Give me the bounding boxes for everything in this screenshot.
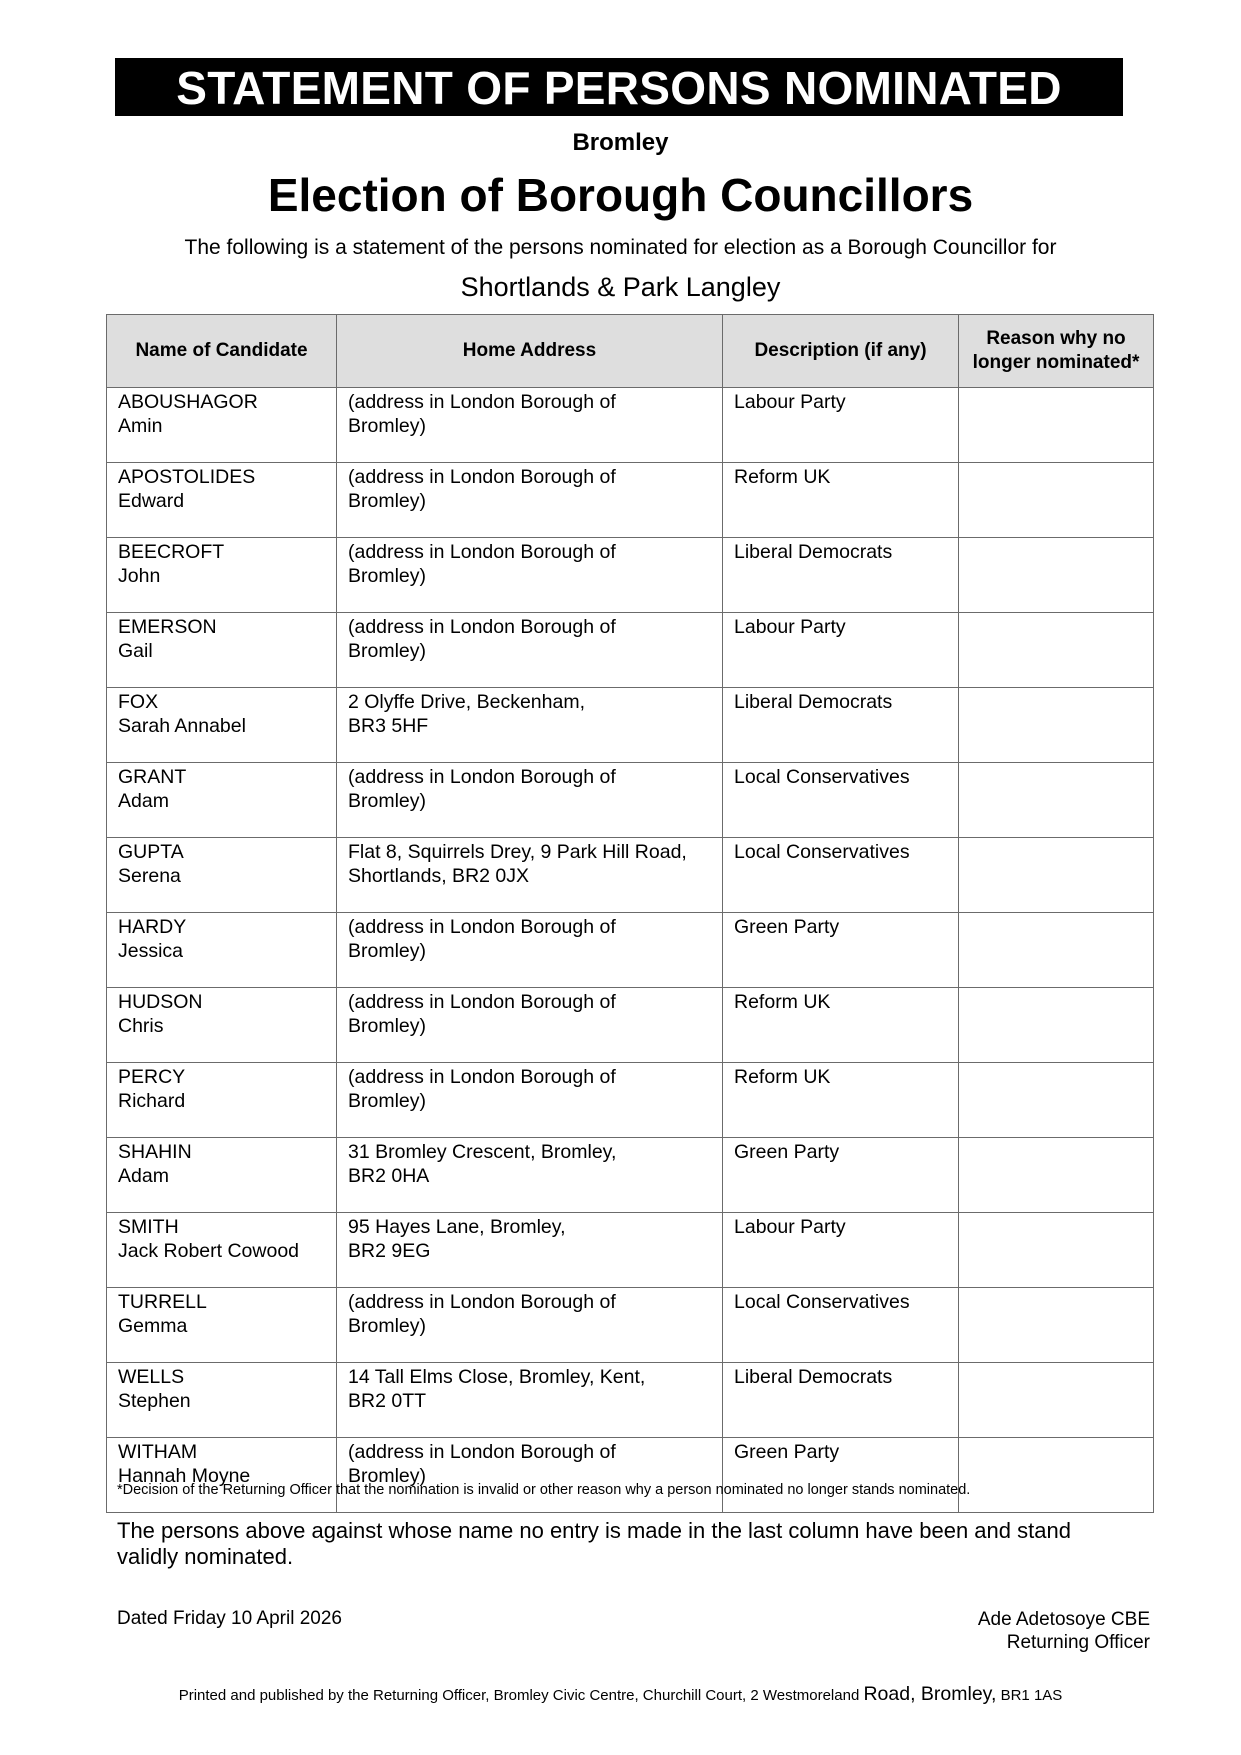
address-line-2: Bromley) xyxy=(348,940,427,962)
candidate-surname: ABOUSHAGOR xyxy=(118,391,258,413)
address-line-2: BR2 9EG xyxy=(348,1240,431,1262)
candidate-name-cell xyxy=(107,1363,337,1438)
table-header-row xyxy=(107,315,1154,388)
description-cell xyxy=(723,688,959,763)
address-line-2: BR2 0HA xyxy=(348,1165,430,1187)
home-address-cell xyxy=(337,838,723,913)
table-row xyxy=(107,688,1154,763)
table-row xyxy=(107,613,1154,688)
party-description: Labour Party xyxy=(734,616,846,638)
description-cell xyxy=(723,763,959,838)
address-line-2: Bromley) xyxy=(348,1315,427,1337)
candidate-forenames: Stephen xyxy=(118,1390,191,1412)
description-cell xyxy=(723,913,959,988)
candidate-forenames: Gemma xyxy=(118,1315,188,1337)
imprint-part-1: Printed and published by the Returning Officer, Bromley Civic Centre, Churchill Court, 2 Westmoreland xyxy=(178,1687,860,1704)
home-address-cell xyxy=(337,988,723,1063)
candidate-forenames: Amin xyxy=(118,415,163,437)
candidate-name-cell xyxy=(107,838,337,913)
party-description: Local Conservatives xyxy=(734,841,910,863)
home-address-cell xyxy=(337,1438,723,1513)
reason-cell xyxy=(959,388,1154,463)
table-row xyxy=(107,538,1154,613)
candidate-surname: BEECROFT xyxy=(118,541,225,563)
candidate-name-cell xyxy=(107,388,337,463)
address-line-2: Bromley) xyxy=(348,490,427,512)
candidates-table xyxy=(106,314,1154,1513)
candidate-name-cell xyxy=(107,1213,337,1288)
document-banner: STATEMENT OF PERSONS NOMINATED xyxy=(115,58,1123,116)
party-description: Green Party xyxy=(734,1141,840,1163)
table-row xyxy=(107,1138,1154,1213)
address-line-1: (address in London Borough of xyxy=(348,466,616,488)
description-cell xyxy=(723,538,959,613)
address-line-1: 31 Bromley Crescent, Bromley, xyxy=(348,1141,617,1163)
table-row xyxy=(107,1363,1154,1438)
table-row xyxy=(107,388,1154,463)
candidate-surname: HARDY xyxy=(118,916,187,938)
party-description: Liberal Democrats xyxy=(734,1366,893,1388)
party-description: Labour Party xyxy=(734,391,846,413)
election-title: Election of Borough Councillors xyxy=(267,169,974,221)
address-line-1: (address in London Borough of xyxy=(348,1291,616,1313)
table-row xyxy=(107,913,1154,988)
table-row xyxy=(107,463,1154,538)
home-address-cell xyxy=(337,1288,723,1363)
candidate-name-cell xyxy=(107,688,337,763)
party-description: Liberal Democrats xyxy=(734,691,893,713)
address-line-1: (address in London Borough of xyxy=(348,541,616,563)
address-line-1: 95 Hayes Lane, Bromley, xyxy=(348,1216,566,1238)
reason-cell xyxy=(959,913,1154,988)
reason-cell xyxy=(959,1138,1154,1213)
candidate-surname: PERCY xyxy=(118,1066,186,1088)
candidate-name-cell xyxy=(107,463,337,538)
address-line-1: (address in London Borough of xyxy=(348,766,616,788)
reason-cell xyxy=(959,1288,1154,1363)
description-cell xyxy=(723,1063,959,1138)
column-header-reason: Reason why no longer nominated* xyxy=(959,315,1154,388)
table-row xyxy=(107,1213,1154,1288)
candidate-surname: GRANT xyxy=(118,766,187,788)
home-address-cell xyxy=(337,388,723,463)
address-line-2: Bromley) xyxy=(348,565,427,587)
party-description: Reform UK xyxy=(734,1066,831,1088)
party-description: Green Party xyxy=(734,916,840,938)
council-name: Bromley xyxy=(572,129,669,156)
candidate-name-cell xyxy=(107,1288,337,1363)
address-line-1: (address in London Borough of xyxy=(348,1066,616,1088)
column-header-name: Name of Candidate xyxy=(107,315,337,388)
party-description: Green Party xyxy=(734,1441,840,1463)
party-description: Liberal Democrats xyxy=(734,541,893,563)
description-cell xyxy=(723,838,959,913)
home-address-cell xyxy=(337,463,723,538)
address-line-2: Bromley) xyxy=(348,790,427,812)
address-line-2: Bromley) xyxy=(348,415,427,437)
description-cell xyxy=(723,613,959,688)
reason-cell xyxy=(959,1438,1154,1513)
address-line-1: 14 Tall Elms Close, Bromley, Kent, xyxy=(348,1366,646,1388)
party-description: Local Conservatives xyxy=(734,1291,910,1313)
candidate-forenames: Serena xyxy=(118,865,181,887)
validity-statement: The persons above against whose name no entry is made in the last column have been and stand validly nominated. xyxy=(117,1518,1071,1569)
candidate-forenames: Edward xyxy=(118,490,185,512)
candidate-name-cell xyxy=(107,988,337,1063)
address-line-1: (address in London Borough of xyxy=(348,1441,616,1463)
returning-officer-block xyxy=(978,1608,1150,1654)
candidate-name-cell xyxy=(107,613,337,688)
party-description: Labour Party xyxy=(734,1216,846,1238)
candidate-name-cell xyxy=(107,913,337,988)
description-cell xyxy=(723,1438,959,1513)
table-row xyxy=(107,838,1154,913)
column-header-description: Description (if any) xyxy=(723,315,959,388)
reason-cell xyxy=(959,1363,1154,1438)
candidate-forenames: Richard xyxy=(118,1090,186,1112)
home-address-cell xyxy=(337,613,723,688)
address-line-1: (address in London Borough of xyxy=(348,616,616,638)
reason-cell xyxy=(959,463,1154,538)
candidate-surname: WITHAM xyxy=(118,1441,198,1463)
description-cell xyxy=(723,1213,959,1288)
reason-cell xyxy=(959,613,1154,688)
address-line-1: (address in London Borough of xyxy=(348,916,616,938)
home-address-cell xyxy=(337,1213,723,1288)
candidate-name-cell xyxy=(107,1438,337,1513)
candidate-forenames: Gail xyxy=(118,640,153,662)
candidate-forenames: Sarah Annabel xyxy=(118,715,246,737)
party-description: Reform UK xyxy=(734,991,831,1013)
imprint-part-3: BR1 1AS xyxy=(1000,1687,1063,1704)
party-description: Reform UK xyxy=(734,466,831,488)
address-line-2: Shortlands, BR2 0JX xyxy=(348,865,530,887)
reason-cell xyxy=(959,1063,1154,1138)
reason-cell xyxy=(959,538,1154,613)
candidate-surname: SMITH xyxy=(118,1216,179,1238)
candidate-forenames: Adam xyxy=(118,790,169,812)
address-line-2: Bromley) xyxy=(348,1015,427,1037)
date-line: Dated Friday 10 April 2026 xyxy=(117,1608,342,1629)
imprint-part-2: Road, Bromley, xyxy=(863,1683,997,1705)
candidate-surname: HUDSON xyxy=(118,991,203,1013)
address-line-1: (address in London Borough of xyxy=(348,991,616,1013)
address-line-2: BR3 5HF xyxy=(348,715,429,737)
reason-cell xyxy=(959,1213,1154,1288)
address-line-2: Bromley) xyxy=(348,640,427,662)
column-header-address: Home Address xyxy=(337,315,723,388)
table-row xyxy=(107,1288,1154,1363)
home-address-cell xyxy=(337,1138,723,1213)
candidate-surname: SHAHIN xyxy=(118,1141,192,1163)
reason-cell xyxy=(959,763,1154,838)
candidate-surname: APOSTOLIDES xyxy=(118,466,256,488)
footnote: *Decision of the Returning Officer that the nomination is invalid or other reason why a person nominated no longer stands nominated. xyxy=(117,1482,971,1498)
address-line-1: Flat 8, Squirrels Drey, 9 Park Hill Road, xyxy=(348,841,687,863)
candidate-name-cell xyxy=(107,763,337,838)
description-cell xyxy=(723,388,959,463)
candidate-name-cell xyxy=(107,1138,337,1213)
description-cell xyxy=(723,1288,959,1363)
candidate-surname: TURRELL xyxy=(118,1291,207,1313)
home-address-cell xyxy=(337,1363,723,1438)
reason-cell xyxy=(959,988,1154,1063)
officer-title: Returning Officer xyxy=(1006,1632,1150,1653)
home-address-cell xyxy=(337,538,723,613)
candidate-forenames: Jessica xyxy=(118,940,184,962)
description-cell xyxy=(723,1138,959,1213)
reason-cell xyxy=(959,688,1154,763)
table-row xyxy=(107,988,1154,1063)
home-address-cell xyxy=(337,1063,723,1138)
candidate-surname: FOX xyxy=(118,691,159,713)
description-cell xyxy=(723,988,959,1063)
candidates-table-body xyxy=(107,388,1154,1513)
home-address-cell xyxy=(337,913,723,988)
candidate-surname: GUPTA xyxy=(118,841,184,863)
description-cell xyxy=(723,463,959,538)
reason-cell xyxy=(959,838,1154,913)
address-line-2: Bromley) xyxy=(348,1465,427,1487)
table-row xyxy=(107,763,1154,838)
officer-name: Ade Adetosoye CBE xyxy=(977,1609,1150,1630)
candidate-forenames: Hannah Moyne xyxy=(118,1465,251,1487)
address-line-2: BR2 0TT xyxy=(348,1390,427,1412)
table-row xyxy=(107,1438,1154,1513)
home-address-cell xyxy=(337,688,723,763)
candidate-name-cell xyxy=(107,538,337,613)
address-line-1: (address in London Borough of xyxy=(348,391,616,413)
home-address-cell xyxy=(337,763,723,838)
intro-text: The following is a statement of the persons nominated for election as a Borough Councillor for xyxy=(184,236,1057,259)
candidate-surname: WELLS xyxy=(118,1366,185,1388)
candidate-forenames: Jack Robert Cowood xyxy=(118,1240,300,1262)
candidate-name-cell xyxy=(107,1063,337,1138)
candidate-forenames: Chris xyxy=(118,1015,164,1037)
address-line-1: 2 Olyffe Drive, Beckenham, xyxy=(348,691,585,713)
party-description: Local Conservatives xyxy=(734,766,910,788)
description-cell xyxy=(723,1363,959,1438)
ward-name: Shortlands & Park Langley xyxy=(460,272,781,302)
candidate-forenames: John xyxy=(118,565,161,587)
candidate-surname: EMERSON xyxy=(118,616,217,638)
table-row xyxy=(107,1063,1154,1138)
imprint xyxy=(0,1683,1241,1706)
address-line-2: Bromley) xyxy=(348,1090,427,1112)
candidate-forenames: Adam xyxy=(118,1165,169,1187)
